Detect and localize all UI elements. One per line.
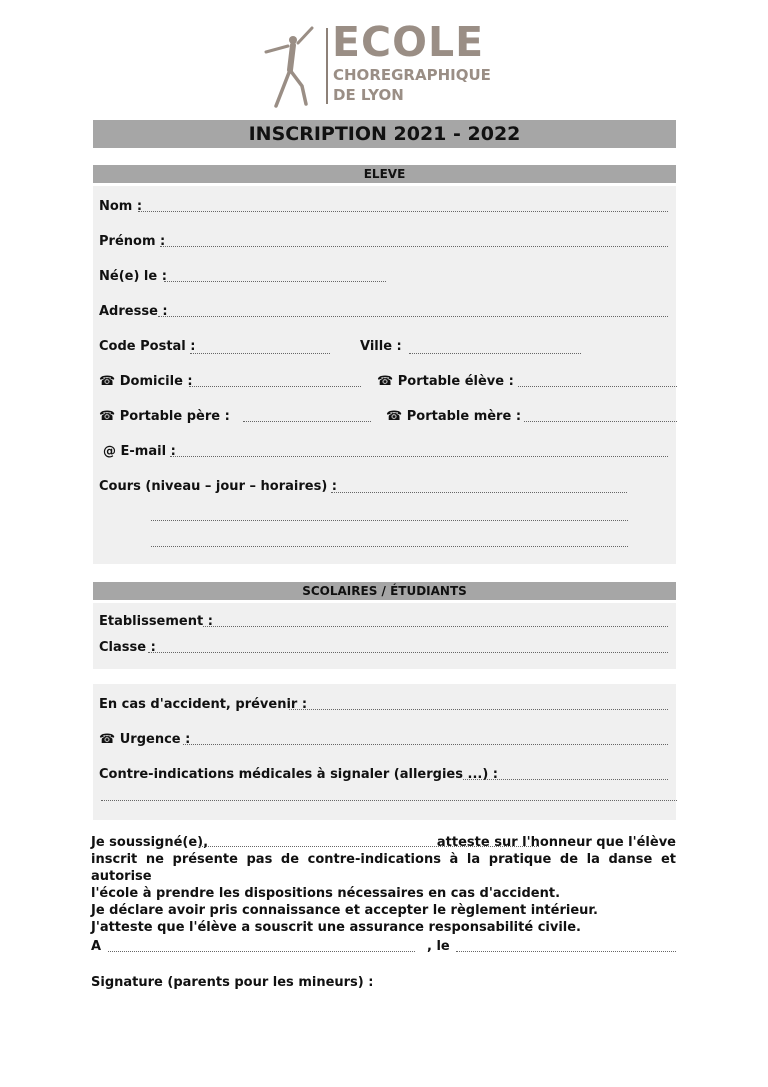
dancer-icon (262, 26, 320, 108)
label-cours: Cours (niveau – jour – horaires) : (99, 479, 337, 494)
field-contre-indications-line-2[interactable] (101, 800, 677, 801)
declaration-line-5: J'atteste que l'élève a souscrit une assurance responsabilité civile. (91, 920, 581, 935)
field-lieu[interactable] (108, 951, 415, 952)
field-prevenir[interactable] (289, 709, 668, 710)
declaration-paragraph (91, 834, 676, 936)
field-prenom[interactable] (160, 246, 668, 247)
declaration-atteste: atteste sur l'honneur que l'élève (436, 835, 676, 850)
field-nom[interactable] (138, 211, 668, 212)
field-email[interactable] (170, 456, 668, 457)
field-cours-line-3[interactable] (151, 546, 628, 547)
label-ne-le: Né(e) le : (99, 269, 167, 284)
label-portable-eleve (377, 374, 514, 389)
label-adresse: Adresse : (99, 304, 168, 319)
logo-line-3: DE LYON (333, 86, 404, 104)
declaration-line-1 (91, 834, 676, 851)
label-urgence (99, 732, 190, 747)
phone-icon: ☎ (377, 374, 394, 389)
portable-mere-text: Portable mère : (406, 409, 522, 424)
field-domicile[interactable] (189, 386, 361, 387)
logo-line-1: ECOLE (332, 18, 485, 66)
label-code-postal: Code Postal : (99, 339, 196, 354)
field-code-postal[interactable] (190, 353, 330, 354)
label-nom: Nom : (99, 199, 143, 214)
declaration-line-3: l'école à prendre les dispositions nécessaires en cas d'accident. (91, 886, 561, 901)
field-classe[interactable] (148, 652, 668, 653)
section-header-eleve: ELEVE (93, 165, 676, 183)
label-prenom: Prénom : (99, 234, 166, 249)
label-contre-indications: Contre-indications médicales à signaler (allergies ...) : (99, 767, 498, 782)
label-ville: Ville : (360, 339, 402, 354)
at-icon: @ (103, 444, 116, 459)
page-title: INSCRIPTION 2021 - 2022 (93, 120, 676, 148)
label-date: , le (427, 939, 450, 954)
portable-eleve-text: Portable élève : (397, 374, 514, 389)
field-portable-pere[interactable] (243, 421, 371, 422)
school-logo (262, 18, 512, 108)
label-portable-pere (99, 409, 230, 424)
field-ville[interactable] (409, 353, 581, 354)
label-prevenir: En cas d'accident, prévenir : (99, 697, 308, 712)
field-etablissement[interactable] (203, 626, 668, 627)
field-cours-line-2[interactable] (151, 520, 628, 521)
logo-separator (326, 28, 328, 104)
label-lieu: A (91, 939, 102, 954)
phone-icon: ☎ (386, 409, 403, 424)
field-birthdate[interactable] (164, 281, 386, 282)
label-email (103, 444, 176, 459)
field-portable-eleve[interactable] (518, 386, 677, 387)
label-etablissement: Etablissement : (99, 614, 213, 629)
field-adresse[interactable] (158, 316, 668, 317)
field-contre-indications[interactable] (463, 779, 668, 780)
field-portable-mere[interactable] (524, 421, 677, 422)
field-cours[interactable] (331, 492, 627, 493)
phone-icon: ☎ (99, 374, 116, 389)
phone-icon: ☎ (99, 732, 116, 747)
field-date[interactable] (456, 951, 676, 952)
declaration-line-2: inscrit ne présente pas de contre-indications à la pratique de la danse et autorise (91, 852, 676, 884)
phone-icon: ☎ (99, 409, 116, 424)
section-header-scolaires: SCOLAIRES / ÉTUDIANTS (93, 582, 676, 600)
portable-pere-text: Portable père : (119, 409, 230, 424)
scolaires-panel (93, 603, 676, 669)
field-urgence[interactable] (183, 744, 668, 745)
label-portable-mere (386, 409, 521, 424)
urgence-text: Urgence : (119, 732, 191, 747)
declaration-soussigne: Je soussigné(e), (91, 835, 209, 850)
domicile-text: Domicile : (119, 374, 193, 389)
logo-line-2: CHOREGRAPHIQUE (333, 66, 491, 84)
label-classe: Classe : (99, 640, 156, 655)
label-domicile (99, 374, 193, 389)
label-signature: Signature (parents pour les mineurs) : (91, 975, 374, 990)
declaration-line-4: Je déclare avoir pris connaissance et accepter le règlement intérieur. (91, 903, 598, 918)
email-text: E-mail : (120, 444, 176, 459)
